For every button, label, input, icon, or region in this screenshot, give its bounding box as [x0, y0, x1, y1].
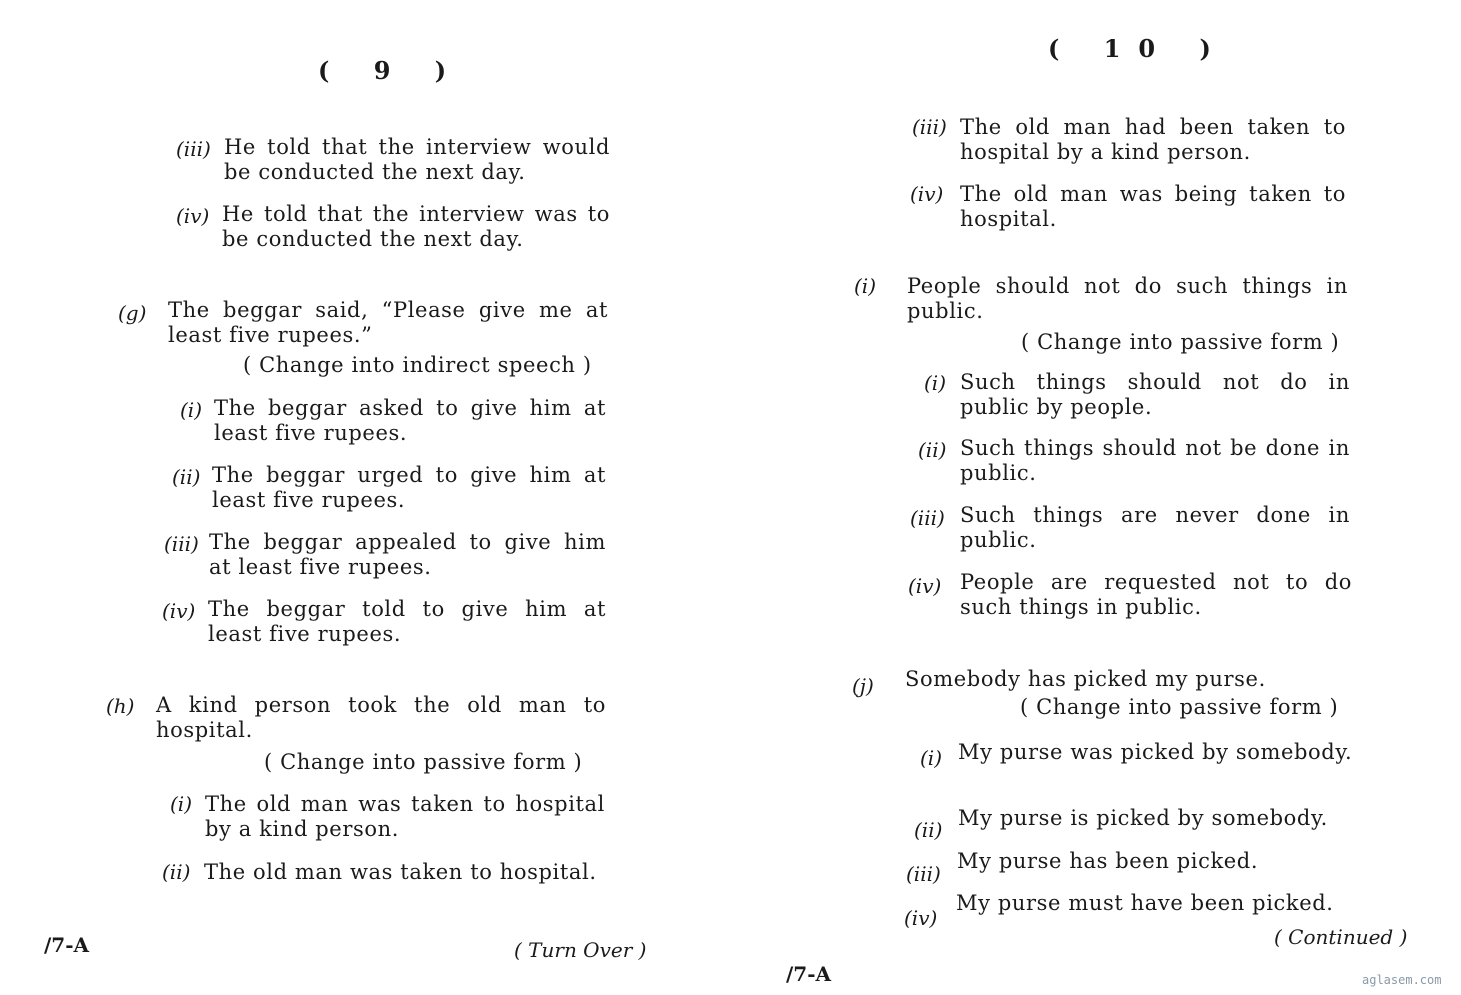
option-text: The beggar asked to give him at least five rupees.	[214, 396, 606, 445]
option-text: The beggar appealed to give him at least five rupees.	[209, 530, 606, 579]
question-instruction: ( Change into passive form )	[1020, 695, 1339, 719]
question-instruction: ( Change into indirect speech )	[243, 353, 592, 377]
option-label: (iv)	[162, 599, 196, 623]
page-number: ( 9 )	[318, 56, 465, 85]
option-label: (i)	[180, 398, 203, 422]
option-text: My purse was picked by somebody.	[958, 740, 1353, 764]
footer-code: /7-A	[44, 933, 90, 957]
watermark: aglasem.com	[1362, 973, 1442, 987]
option-text: The beggar urged to give him at least five rupees.	[212, 463, 606, 512]
option-text: The old man was taken to hospital.	[204, 860, 597, 884]
option-text: He told that the interview would be conducted the next day.	[224, 135, 610, 184]
option-label: (iv)	[910, 182, 944, 206]
option-label: (i)	[170, 792, 193, 816]
option-label: (i)	[924, 371, 947, 395]
option-label: (iii)	[910, 506, 945, 530]
option-text: Such things should not be done in public.	[960, 436, 1350, 485]
footer-continued: ( Continued )	[1274, 925, 1408, 949]
option-text: The old man was taken to hospital by a kind person.	[205, 792, 605, 841]
question-text: Somebody has picked my purse.	[905, 667, 1266, 691]
question-label: (i)	[854, 274, 877, 298]
option-text: My purse has been picked.	[957, 849, 1259, 873]
option-text: The old man was being taken to hospital.	[960, 182, 1346, 231]
right-page	[730, 0, 1461, 995]
question-instruction: ( Change into passive form )	[264, 750, 583, 774]
option-label: (ii)	[914, 818, 943, 842]
option-label: (iii)	[906, 862, 941, 886]
option-label: (ii)	[172, 465, 201, 489]
option-text: He told that the interview was to be conducted the next day.	[222, 202, 610, 251]
option-label: (ii)	[918, 438, 947, 462]
option-text: People are requested not to do such things in public.	[960, 570, 1352, 619]
option-label: (i)	[920, 746, 943, 770]
option-text: The old man had been taken to hospital by a kind person.	[960, 115, 1346, 164]
option-label: (iv)	[176, 204, 210, 228]
question-instruction: ( Change into passive form )	[1021, 330, 1340, 354]
option-label: (iii)	[164, 532, 199, 556]
footer-turn-over: ( Turn Over )	[514, 938, 647, 962]
option-label: (iv)	[908, 574, 942, 598]
option-text: My purse must have been picked.	[956, 891, 1334, 915]
option-label: (iii)	[912, 115, 947, 139]
question-text: A kind person took the old man to hospital.	[156, 693, 606, 742]
footer-code: /7-A	[786, 962, 832, 986]
question-label: (g)	[118, 301, 147, 325]
question-text: The beggar said, “Please give me at least five rupees.”	[168, 298, 608, 347]
option-text: Such things should not do in public by people.	[960, 370, 1350, 419]
question-text: People should not do such things in public.	[907, 274, 1348, 323]
option-text: The beggar told to give him at least five rupees.	[208, 597, 606, 646]
left-page	[0, 0, 730, 995]
option-text: Such things are never done in public.	[960, 503, 1350, 552]
option-label: (ii)	[162, 860, 191, 884]
option-label: (iii)	[176, 137, 211, 161]
option-label: (iv)	[904, 906, 938, 930]
page-number: ( 10 )	[1048, 34, 1229, 63]
option-text: My purse is picked by somebody.	[958, 806, 1328, 830]
question-label: (j)	[852, 674, 874, 698]
question-label: (h)	[106, 694, 135, 718]
